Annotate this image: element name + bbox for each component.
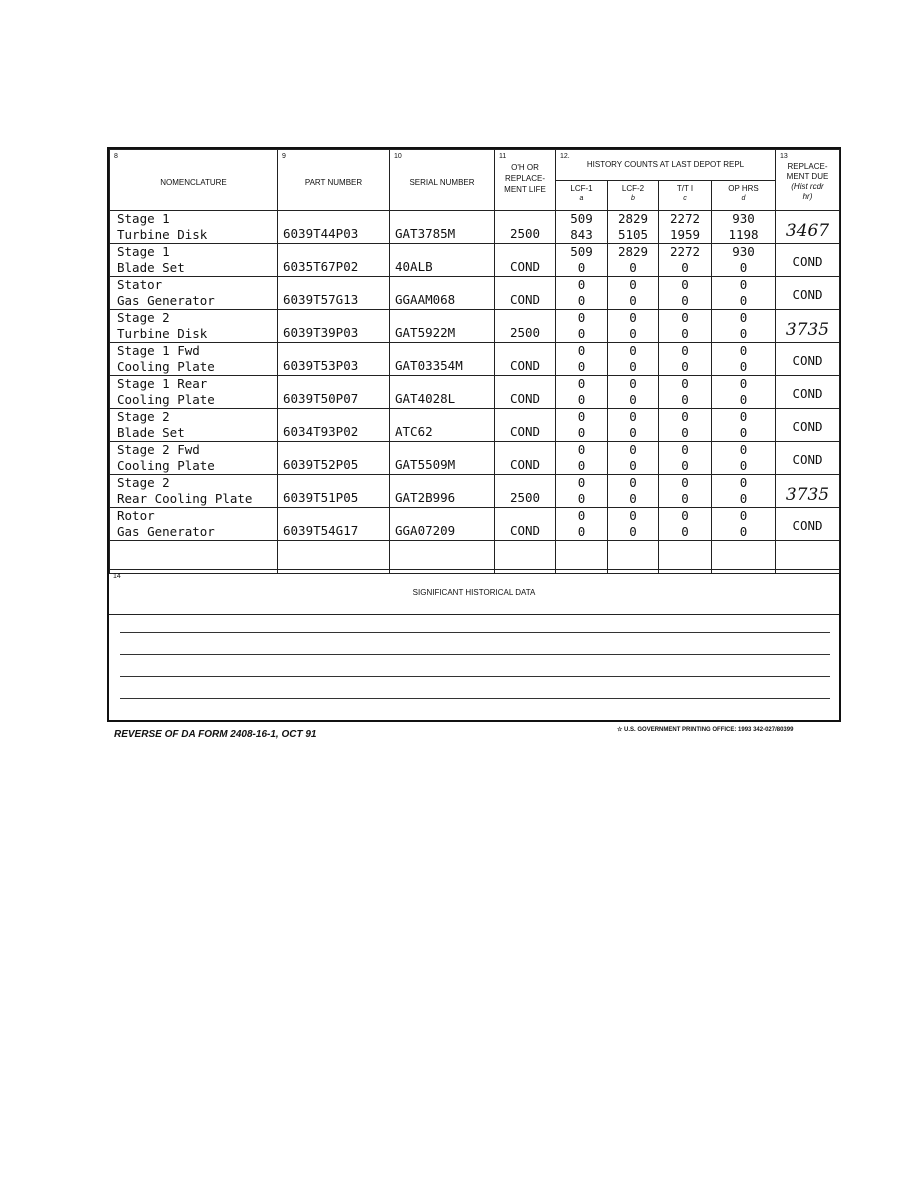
part-number-cell: 6039T50P07 — [278, 376, 390, 409]
lcf1-cell: 509 0 — [556, 244, 608, 277]
lcf2-cell: 0 0 — [608, 310, 659, 343]
life-label-line: O'H OR — [511, 163, 539, 172]
block-number: 13 — [780, 153, 788, 160]
lcf1-cell: 0 0 — [556, 376, 608, 409]
life-cell: 2500 — [495, 475, 556, 508]
da-form-2408-16-1 — [107, 147, 841, 722]
serial-number-cell: GAT3785M — [390, 211, 495, 244]
tt1-subheader: T/T I c — [659, 181, 712, 211]
table-row — [110, 244, 840, 277]
replacement-due-cell: COND — [776, 508, 840, 541]
printing-office-note: ☆ U.S. GOVERNMENT PRINTING OFFICE: 1993 342-027/80399 — [617, 727, 794, 733]
nomenclature-cell: Stator Gas Generator — [110, 277, 278, 310]
life-cell: 2500 — [495, 211, 556, 244]
replacement-due-cell: 3735 — [776, 475, 840, 508]
replacement-label-line: hr) — [802, 192, 813, 201]
part-number-cell: 6039T52P05 — [278, 442, 390, 475]
tt-cell: 0 0 — [659, 409, 712, 442]
part-number-cell: 6039T53P03 — [278, 343, 390, 376]
tt-cell: 2272 0 — [659, 244, 712, 277]
lcf2-subheader: LCF-2 b — [608, 181, 659, 211]
serial-number-cell: ATC62 — [390, 409, 495, 442]
part-number-header — [278, 150, 390, 211]
block-number: 11 — [499, 153, 507, 160]
part-number-cell: 6034T93P02 — [278, 409, 390, 442]
op-cell: 0 0 — [712, 475, 776, 508]
table-row — [110, 508, 840, 541]
nomenclature-header — [110, 150, 278, 211]
replacement-due-cell: COND — [776, 376, 840, 409]
table-row — [110, 475, 840, 508]
lcf1-subheader: LCF-1 a — [556, 181, 608, 211]
lcf1-cell: 0 0 — [556, 409, 608, 442]
nomenclature-cell: Stage 1 Fwd Cooling Plate — [110, 343, 278, 376]
lcf1-cell: 0 0 — [556, 475, 608, 508]
block-number: 12. — [560, 153, 570, 160]
nomenclature-cell: Stage 1 Blade Set — [110, 244, 278, 277]
section-title: SIGNIFICANT HISTORICAL DATA — [412, 588, 536, 597]
lcf2-cell: 0 0 — [608, 343, 659, 376]
serial-number-label: SERIAL NUMBER — [409, 178, 475, 187]
replacement-due-cell: COND — [776, 343, 840, 376]
replacement-life-header — [495, 150, 556, 211]
writing-line[interactable] — [120, 654, 830, 655]
table-row — [110, 343, 840, 376]
op-cell: 0 0 — [712, 277, 776, 310]
writing-line[interactable] — [120, 632, 830, 633]
replacement-label-line: MENT DUE — [786, 172, 829, 181]
serial-number-cell: GAT03354M — [390, 343, 495, 376]
part-number-label: PART NUMBER — [304, 178, 363, 187]
table-row — [110, 277, 840, 310]
life-label-line: REPLACE- — [504, 174, 545, 183]
nomenclature-cell: Stage 2 Rear Cooling Plate — [110, 475, 278, 508]
op-cell: 0 0 — [712, 409, 776, 442]
block-number: 10 — [394, 153, 402, 160]
form-designation: REVERSE OF DA FORM 2408-16-1, OCT 91 — [114, 729, 317, 740]
lcf1-cell: 0 0 — [556, 442, 608, 475]
table-row — [110, 409, 840, 442]
lcf2-cell: 0 0 — [608, 475, 659, 508]
serial-number-cell: 40ALB — [390, 244, 495, 277]
replacement-due-cell: 3735 — [776, 310, 840, 343]
lcf2-cell: 0 0 — [608, 409, 659, 442]
lcf1-cell: 0 0 — [556, 508, 608, 541]
nomenclature-label: NOMENCLATURE — [160, 178, 227, 187]
nomenclature-cell: Stage 1 Rear Cooling Plate — [110, 376, 278, 409]
nomenclature-cell: Stage 2 Blade Set — [110, 409, 278, 442]
life-cell: COND — [495, 442, 556, 475]
life-cell: 2500 — [495, 310, 556, 343]
tt-cell: 0 0 — [659, 442, 712, 475]
replacement-due-header — [776, 150, 840, 211]
life-cell: COND — [495, 244, 556, 277]
tt-cell: 2272 1959 — [659, 211, 712, 244]
history-counts-header — [556, 150, 776, 181]
life-cell: COND — [495, 508, 556, 541]
life-cell: COND — [495, 343, 556, 376]
op-cell: 0 0 — [712, 508, 776, 541]
tt-cell: 0 0 — [659, 343, 712, 376]
block-number: 9 — [282, 153, 286, 160]
component-table — [109, 149, 840, 574]
replacement-due-cell: COND — [776, 409, 840, 442]
part-number-cell: 6039T54G17 — [278, 508, 390, 541]
nomenclature-cell: Rotor Gas Generator — [110, 508, 278, 541]
serial-number-cell: GAT4028L — [390, 376, 495, 409]
lcf2-cell: 0 0 — [608, 277, 659, 310]
replacement-label-line: REPLACE- — [787, 162, 828, 171]
replacement-due-cell: COND — [776, 244, 840, 277]
lcf1-cell: 0 0 — [556, 343, 608, 376]
serial-number-cell: GAT5509M — [390, 442, 495, 475]
part-number-cell: 6035T67P02 — [278, 244, 390, 277]
op-cell: 930 1198 — [712, 211, 776, 244]
life-label-line: MENT LIFE — [504, 185, 546, 194]
serial-number-cell: GAT5922M — [390, 310, 495, 343]
lcf1-cell: 0 0 — [556, 277, 608, 310]
tt-cell: 0 0 — [659, 376, 712, 409]
part-number-cell: 6039T39P03 — [278, 310, 390, 343]
table-row — [110, 211, 840, 244]
lcf2-cell: 2829 5105 — [608, 211, 659, 244]
writing-line[interactable] — [120, 676, 830, 677]
lcf2-cell: 0 0 — [608, 376, 659, 409]
nomenclature-cell: Stage 2 Turbine Disk — [110, 310, 278, 343]
block-number: 8 — [114, 153, 118, 160]
life-cell: COND — [495, 376, 556, 409]
part-number-cell: 6039T44P03 — [278, 211, 390, 244]
serial-number-cell: GGAAM068 — [390, 277, 495, 310]
op-hrs-subheader: OP HRS d — [712, 181, 776, 211]
serial-number-cell: GGA07209 — [390, 508, 495, 541]
nomenclature-cell: Stage 2 Fwd Cooling Plate — [110, 442, 278, 475]
block-number: 14 — [113, 573, 121, 580]
nomenclature-cell: Stage 1 Turbine Disk — [110, 211, 278, 244]
replacement-due-cell: 3467 — [776, 211, 840, 244]
divider — [109, 614, 839, 615]
lcf1-cell: 509 843 — [556, 211, 608, 244]
tt-cell: 0 0 — [659, 277, 712, 310]
op-cell: 930 0 — [712, 244, 776, 277]
part-number-cell: 6039T51P05 — [278, 475, 390, 508]
life-cell: COND — [495, 277, 556, 310]
lcf2-cell: 2829 0 — [608, 244, 659, 277]
tt-cell: 0 0 — [659, 310, 712, 343]
tt-cell: 0 0 — [659, 475, 712, 508]
part-number-cell: 6039T57G13 — [278, 277, 390, 310]
replacement-label-line: (Hist rcdr — [791, 182, 824, 191]
lcf1-cell: 0 0 — [556, 310, 608, 343]
table-row — [110, 376, 840, 409]
op-cell: 0 0 — [712, 442, 776, 475]
life-cell: COND — [495, 409, 556, 442]
op-cell: 0 0 — [712, 343, 776, 376]
op-cell: 0 0 — [712, 310, 776, 343]
significant-historical-data-section — [109, 569, 839, 721]
writing-line[interactable] — [120, 698, 830, 699]
table-row — [110, 442, 840, 475]
serial-number-cell: GAT2B996 — [390, 475, 495, 508]
table-row — [110, 310, 840, 343]
tt-cell: 0 0 — [659, 508, 712, 541]
replacement-due-cell: COND — [776, 442, 840, 475]
op-cell: 0 0 — [712, 376, 776, 409]
lcf2-cell: 0 0 — [608, 508, 659, 541]
history-counts-label: HISTORY COUNTS AT LAST DEPOT REPL — [586, 160, 745, 169]
lcf2-cell: 0 0 — [608, 442, 659, 475]
replacement-due-cell: COND — [776, 277, 840, 310]
serial-number-header — [390, 150, 495, 211]
